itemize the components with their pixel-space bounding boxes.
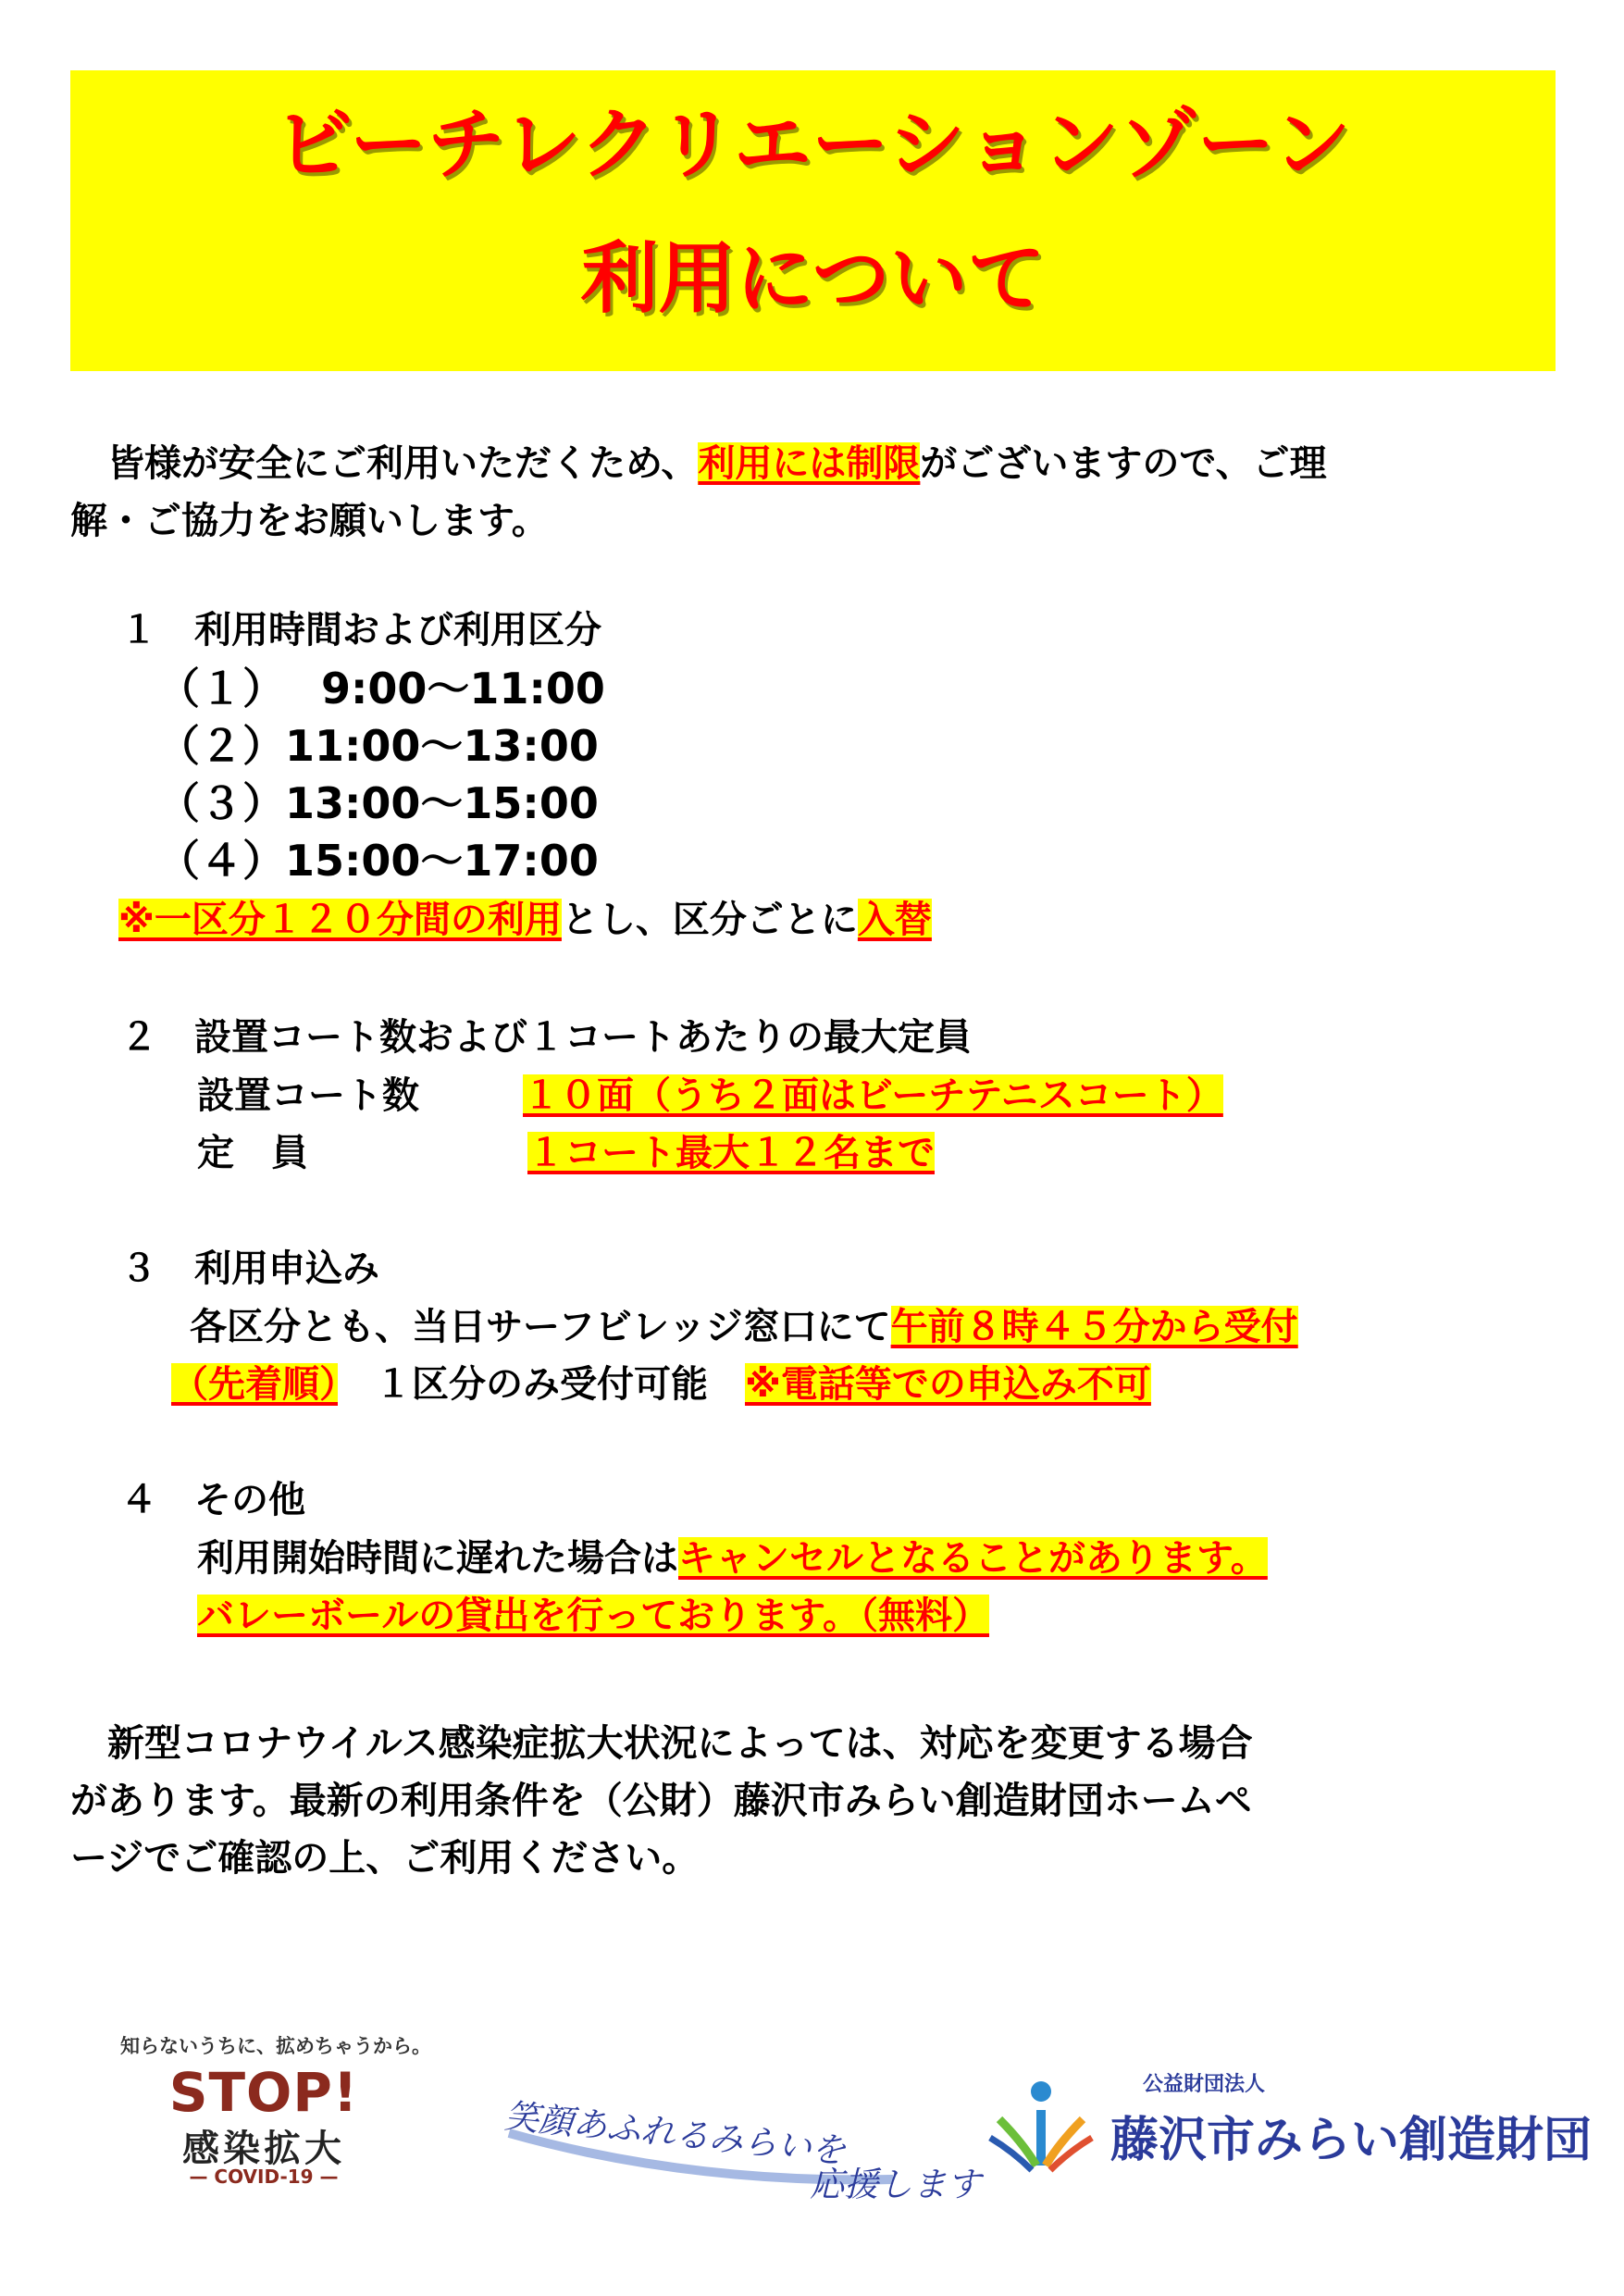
section-2-heading: ２ 設置コート数および１コートあたりの最大定員 bbox=[120, 1016, 972, 1059]
intro-text-cont: がございますので、ご理 bbox=[920, 442, 1327, 485]
title-line-2: 利用について bbox=[580, 233, 1046, 324]
cancel-highlight: キャンセルとなることがあります。 bbox=[678, 1537, 1268, 1580]
intro-text: 皆様が安全にご利用いただくため、 bbox=[70, 442, 699, 485]
section-4-line-2 bbox=[197, 1592, 989, 1640]
foundation-logo: 公益財団法人 藤沢市みらい創造財団 bbox=[986, 2068, 1587, 2198]
capacity-value: １コート最大１２名まで bbox=[527, 1132, 935, 1174]
courts-value: １０面（うち２面はビーチテニスコート） bbox=[523, 1074, 1223, 1117]
time-slot-1: （１） 9:00～11:00 bbox=[157, 664, 605, 714]
title-line-1: ビーチレクリエーションゾーン bbox=[275, 99, 1351, 190]
reception-time-highlight: 午前８時４５分から受付 bbox=[890, 1306, 1298, 1348]
section-1-heading: １ 利用時間および利用区分 bbox=[120, 609, 601, 652]
notice-line-1: 新型コロナウイルス感染症拡大状況によっては、対応を変更する場合 bbox=[70, 1722, 1253, 1765]
intro-line-2: 解・ご協力をお願いします。 bbox=[70, 500, 549, 542]
foundation-emblem-icon bbox=[986, 2078, 1097, 2189]
notice-line-2: があります。最新の利用条件を（公財）藤沢市みらい創造財団ホームペ bbox=[70, 1780, 1252, 1822]
intro-highlight: 利用には制限 bbox=[698, 442, 921, 485]
title-banner bbox=[70, 70, 1556, 371]
time-slot-3: （３）13:00～15:00 bbox=[157, 778, 599, 828]
stop-covid-logo: 知らないうちに、拡めちゃうから。 STOP! 感染拡大 — COVID-19 — bbox=[120, 2035, 431, 2188]
time-slot-4: （４）15:00～17:00 bbox=[157, 836, 599, 886]
time-slot-2: （２）11:00～13:00 bbox=[157, 721, 599, 771]
no-phone-highlight: ※電話等での申込み不可 bbox=[745, 1363, 1151, 1406]
slogan: 笑顔あふれるみらいを 応援します bbox=[504, 2096, 986, 2198]
section-3-line-2: （先着順） １区分のみ受付可能 ※電話等での申込み不可 bbox=[171, 1363, 1151, 1406]
first-come-highlight: （先着順） bbox=[171, 1363, 338, 1406]
capacity-label: 定 員 bbox=[197, 1132, 308, 1174]
note-highlight-1: ※一区分１２０分間の利用 bbox=[118, 899, 562, 941]
notice-line-3: ージでご確認の上、ご利用ください。 bbox=[70, 1837, 700, 1880]
section-1-note bbox=[118, 896, 932, 944]
section-3-line-1: 各区分とも、当日サーフビレッジ窓口にて午前８時４５分から受付 bbox=[190, 1306, 1298, 1348]
note-text: とし、区分ごとに bbox=[561, 899, 858, 941]
section-4-line-1: 利用開始時間に遅れた場合はキャンセルとなることがあります。 bbox=[197, 1537, 1268, 1580]
section-4-heading: ４ その他 bbox=[120, 1479, 305, 1521]
courts-label: 設置コート数 bbox=[197, 1074, 419, 1117]
volleyball-highlight: バレーボールの貸出を行っております。（無料） bbox=[197, 1595, 989, 1637]
section-3-heading: ３ 利用申込み bbox=[120, 1247, 379, 1290]
note-highlight-2: 入替 bbox=[857, 899, 932, 941]
intro-line-1 bbox=[70, 440, 1327, 488]
